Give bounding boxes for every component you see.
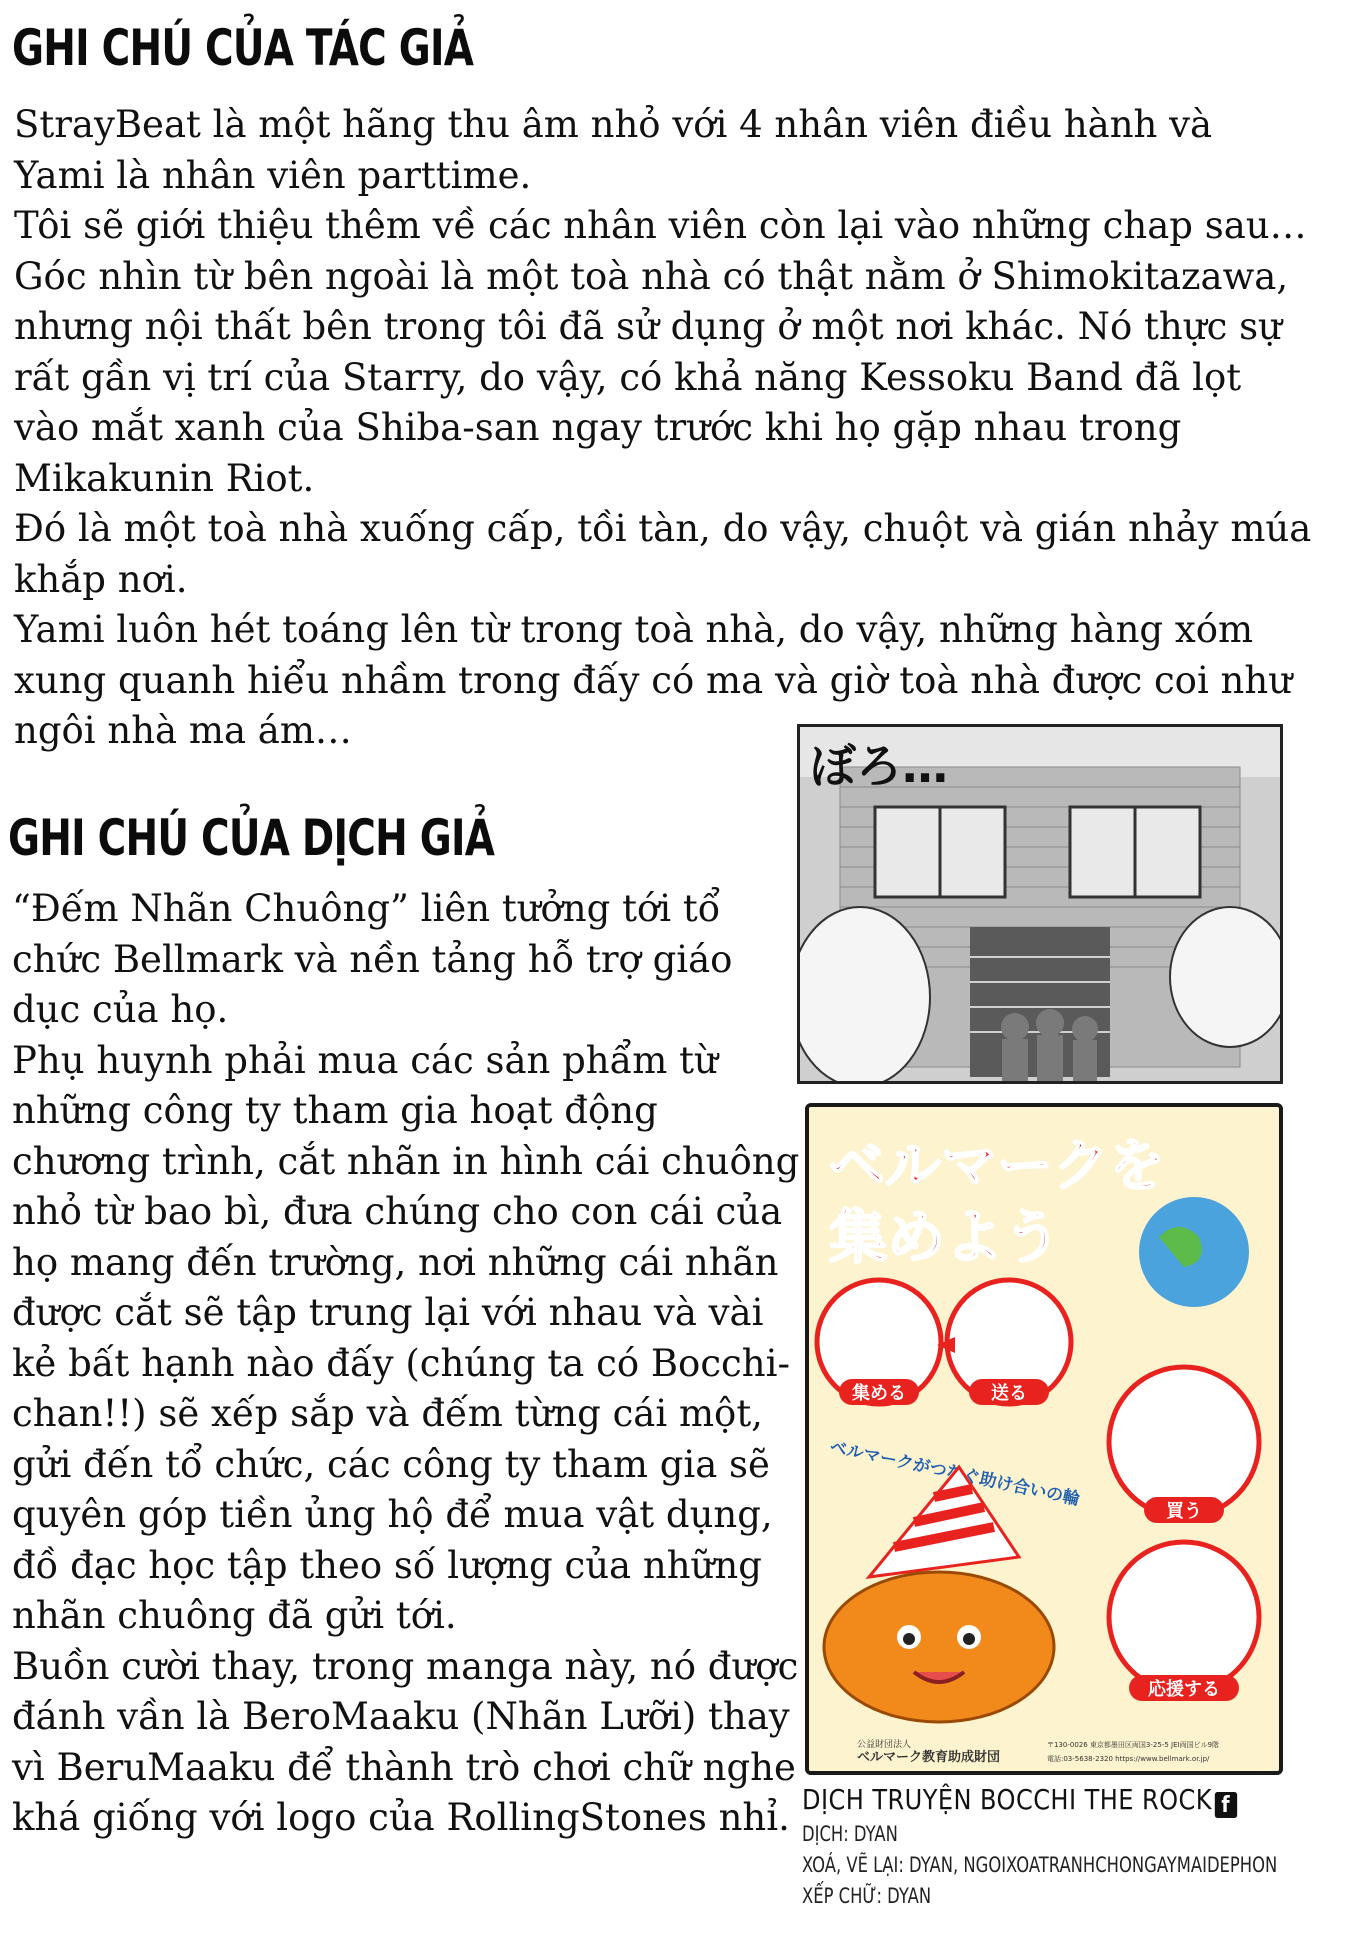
credits-block <box>802 1781 1288 1912</box>
author-note-body <box>14 100 1314 757</box>
translator-paragraph: “Đếm Nhãn Chuông” liên tưởng tới tổ chức Bellmark và nền tảng hỗ trợ giáo dục của họ. <box>12 887 733 1031</box>
step-buy-circle <box>1109 1367 1259 1517</box>
credits-title: DỊCH TRUYỆN BOCCHI THE ROCK <box>802 1783 1213 1816</box>
author-paragraph: Góc nhìn từ bên ngoài là một toà nhà có thật nằm ở Shimokitazawa, nhưng nội thất bên trong tôi đã sử dụng ở một nơi khác. Nó thực sự rất gần vị trí của Starry, do vậy, có khả năng Kessoku Band đã lọt vào mắt xanh của Shiba-san ngay trước khi họ gặp nhau trong Mikakunin Riot. <box>14 254 1289 500</box>
step-support-circle <box>1109 1542 1259 1692</box>
org-address: 〒130-0026 東京都墨田区両国3-25-5 JEI両国ビル9階 <box>1047 1741 1220 1749</box>
building-illustration <box>800 727 1280 1081</box>
step-send-label: 送る <box>991 1383 1027 1404</box>
author-paragraph: Đó là một toà nhà xuống cấp, tồi tàn, do vậy, chuột và gián nhảy múa khắp nơi. <box>14 507 1312 601</box>
manga-building-panel <box>797 724 1283 1084</box>
org-phone: 電話:03-5638-2320 https://www.bellmark.or.jp/ <box>1047 1755 1210 1763</box>
translator-note-body <box>12 884 802 1844</box>
translator-note-heading: GHI CHÚ CỦA DỊCH GIẢ <box>8 809 495 867</box>
translator-paragraph: Buồn cười thay, trong manga này, nó được đánh vần là BeroMaaku (Nhãn Lưỡi) thay vì BeruMaaku để thành trò chơi chữ nghe khá giống với logo của RollingStones nhỉ. <box>12 1644 799 1839</box>
step-support-label: 応援する <box>1148 1679 1220 1700</box>
org-name: ベルマーク教育助成財団 <box>857 1750 1001 1765</box>
credits-title-row <box>802 1781 1231 1819</box>
author-paragraph: StrayBeat là một hãng thu âm nhỏ với 4 nhân viên điều hành và Yami là nhân viên parttime. <box>14 103 1213 197</box>
author-paragraph: Yami luôn hét toáng lên từ trong toà nhà, do vậy, những hàng xóm xung quanh hiểu nhầm trong đấy có ma và giờ toà nhà được coi như ngôi nhà ma ám… <box>14 608 1293 752</box>
credit-translator: DỊCH: DYAN <box>802 1822 898 1846</box>
translator-paragraph: Phụ huynh phải mua các sản phẩm từ những công ty tham gia hoạt động chương trình, cắt nhãn in hình cái chuông nhỏ từ bao bì, đưa chúng cho con cái của họ mang đến trường, nơi những cái nhãn được cắt sẽ tập trung lại với nhau và vài kẻ bất hạnh nào đấy (chúng ta có Bocchi-chan!!) sẽ xếp sắp và đếm từng cái một, gửi đến tổ chức, các công ty tham gia sẽ quyên góp tiền ủng hộ để mua vật dụng, đồ đạc học tập theo số lượng của những nhãn chuông đã gửi tới. <box>12 1038 800 1637</box>
author-paragraph: Tôi sẽ giới thiệu thêm về các nhân viên còn lại vào những chap sau… <box>14 204 1307 247</box>
poster-illustration <box>809 1107 1279 1771</box>
facebook-icon[interactable]: f <box>1215 1792 1237 1818</box>
credit-redraw: XOÁ, VẼ LẠI: DYAN, NGOIXOATRANHCHONGAYMAIDEPHON <box>802 1853 1278 1877</box>
step-collect-label: 集める <box>852 1383 906 1404</box>
poster-title-line1: ベルマークを <box>829 1134 1165 1199</box>
bellmark-poster <box>805 1103 1283 1775</box>
poster-title-line2: 集めよう <box>829 1203 1062 1271</box>
sfx-text: ぼろ… <box>810 739 948 793</box>
author-note-heading: GHI CHÚ CỦA TÁC GIẢ <box>12 19 474 77</box>
org-small: 公益財団法人 <box>857 1740 912 1750</box>
credit-typeset: XẾP CHỮ: DYAN <box>802 1884 932 1908</box>
step-buy-label: 買う <box>1166 1501 1202 1522</box>
